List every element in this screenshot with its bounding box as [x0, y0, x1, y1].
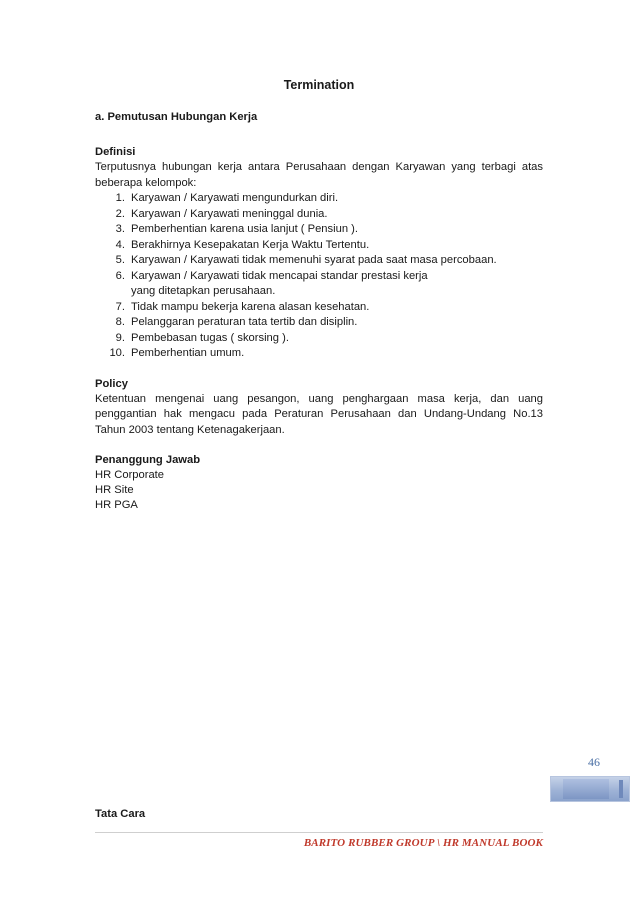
list-item	[95, 238, 543, 254]
page-tab-inner	[563, 779, 609, 799]
list-text: Karyawan / Karyawati mengundurkan diri.	[131, 192, 339, 204]
section-heading: a. Pemutusan Hubungan Kerja	[95, 111, 258, 123]
page-tab-edge	[619, 780, 623, 798]
list-item	[95, 300, 543, 316]
list-text: Pemberhentian umum.	[131, 347, 245, 359]
list-text: Karyawan / Karyawati tidak mencapai standar prestasi kerja yang ditetapkan perusahaan.	[131, 269, 428, 297]
list-number: 6.	[115, 269, 125, 282]
footer-text: BARITO RUBBER GROUP \ HR MANUAL BOOK	[303, 837, 543, 849]
definisi-intro: Terputusnya hubungan kerja antara Perusahaan dengan Karyawan yang terbagi atas beberapa kelompok:	[95, 161, 543, 189]
list-text: Karyawan / Karyawati meninggal dunia.	[131, 207, 328, 220]
footer-divider	[95, 832, 543, 833]
list-item	[95, 346, 543, 362]
document-body	[95, 78, 543, 513]
list-item	[95, 207, 543, 223]
list-number: 3.	[115, 223, 125, 235]
list-text: Berakhirnya Kesepakatan Kerja Waktu Tertentu.	[131, 238, 370, 251]
list-item	[95, 222, 543, 238]
list-number: 1.	[115, 192, 125, 204]
list-item	[95, 269, 543, 300]
list-text: Tidak mampu bekerja karena alasan kesehatan.	[131, 300, 370, 313]
page-title: Termination	[283, 78, 355, 92]
tata-cara-heading: Tata Cara	[95, 808, 146, 820]
termination-list	[95, 191, 543, 362]
list-text: Pelanggaran peraturan tata tertib dan disiplin.	[131, 316, 358, 328]
penanggung-jawab-heading: Penanggung Jawab	[95, 454, 201, 466]
list-number: 8.	[115, 316, 125, 328]
list-text: Pembebasan tugas ( skorsing ).	[131, 331, 289, 344]
list-number: 7.	[115, 300, 125, 313]
list-item	[95, 253, 543, 269]
responsible-party: HR PGA	[95, 499, 138, 511]
page-tab-decoration	[550, 776, 630, 802]
list-text: Pemberhentian karena usia lanjut ( Pensiun ).	[131, 223, 358, 235]
page-number: 46	[588, 755, 600, 769]
list-item	[95, 331, 543, 347]
list-number: 10.	[109, 347, 125, 359]
responsible-party: HR Site	[95, 484, 134, 496]
responsible-party: HR Corporate	[95, 469, 165, 481]
policy-heading: Policy	[95, 377, 128, 390]
list-number: 9.	[115, 331, 125, 344]
list-number: 4.	[115, 238, 125, 251]
list-item	[95, 191, 543, 207]
list-number: 5.	[115, 254, 125, 266]
list-item	[95, 315, 543, 331]
list-text: Karyawan / Karyawati tidak memenuhi syarat pada saat masa percobaan.	[131, 254, 497, 266]
definisi-heading: Definisi	[95, 146, 136, 158]
list-number: 2.	[115, 207, 125, 220]
policy-text: Ketentuan mengenai uang pesangon, uang penghargaan masa kerja, dan uang penggantian hak mengacu pada Peraturan Perusahaan dan Undang-Undang No.13 Tahun 2003 tentang Ketenagakerjaan.	[95, 392, 543, 436]
